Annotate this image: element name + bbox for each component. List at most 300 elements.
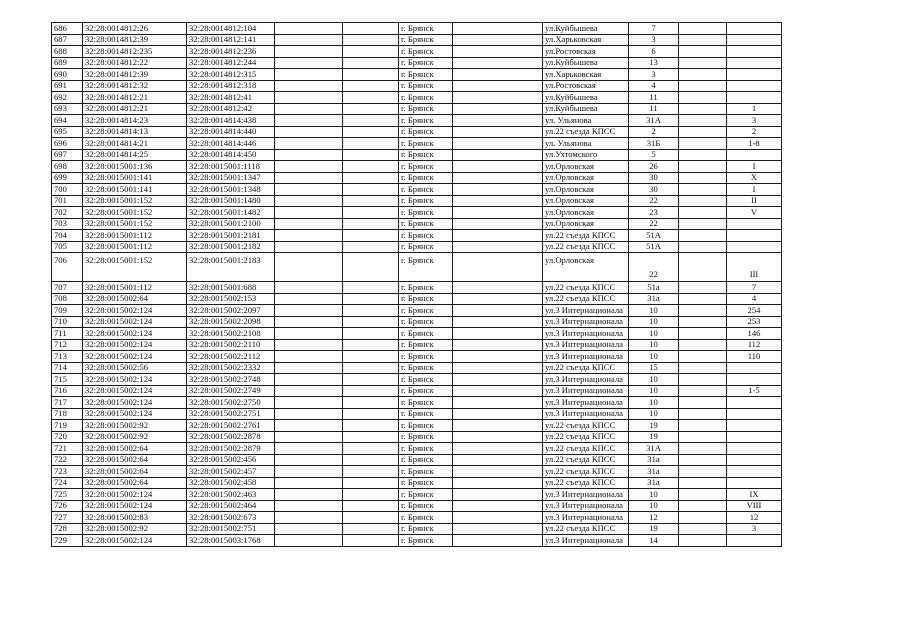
empty-cell bbox=[453, 126, 543, 138]
city-cell: г. Брянск bbox=[399, 282, 453, 294]
cadastral-number: 32:28:0015001:2182 bbox=[187, 241, 275, 253]
empty-cell bbox=[343, 195, 399, 207]
house-number: 3 bbox=[629, 34, 679, 46]
cadastral-block: 32:28:0015002:124 bbox=[83, 374, 187, 386]
cadastral-block: 32:28:0014814:23 bbox=[83, 115, 187, 127]
empty-cell bbox=[275, 282, 343, 294]
empty-cell bbox=[679, 23, 727, 35]
empty-cell bbox=[343, 149, 399, 161]
city-cell: г. Брянск bbox=[399, 305, 453, 317]
cadastral-number: 32:28:0015002:2750 bbox=[187, 397, 275, 409]
empty-cell bbox=[343, 126, 399, 138]
table-row bbox=[52, 535, 782, 547]
row-number: 692 bbox=[52, 92, 83, 104]
empty-cell bbox=[343, 253, 399, 282]
empty-cell bbox=[343, 454, 399, 466]
premises-number: V bbox=[727, 207, 782, 219]
cadastral-block: 32:28:0015002:56 bbox=[83, 362, 187, 374]
empty-cell bbox=[343, 23, 399, 35]
empty-cell bbox=[679, 316, 727, 328]
empty-cell bbox=[679, 195, 727, 207]
empty-cell bbox=[679, 523, 727, 535]
house-number: 19 bbox=[629, 431, 679, 443]
premises-number: IX bbox=[727, 489, 782, 501]
empty-cell bbox=[275, 69, 343, 81]
empty-cell bbox=[679, 241, 727, 253]
cadastral-number: 32:28:0015001:2181 bbox=[187, 230, 275, 242]
cadastral-block: 32:28:0015001:112 bbox=[83, 241, 187, 253]
street-cell: ул. Ульянова bbox=[543, 115, 629, 127]
empty-cell bbox=[275, 149, 343, 161]
cadastral-block: 32:28:0015002:124 bbox=[83, 385, 187, 397]
empty-cell bbox=[343, 523, 399, 535]
row-number: 700 bbox=[52, 184, 83, 196]
row-number: 722 bbox=[52, 454, 83, 466]
empty-cell bbox=[679, 34, 727, 46]
city-cell: г. Брянск bbox=[399, 351, 453, 363]
empty-cell bbox=[275, 218, 343, 230]
premises-number bbox=[727, 443, 782, 455]
empty-cell bbox=[453, 92, 543, 104]
city-cell: г. Брянск bbox=[399, 397, 453, 409]
row-number: 719 bbox=[52, 420, 83, 432]
cadastral-block: 32:28:0014812:39 bbox=[83, 34, 187, 46]
empty-cell bbox=[453, 466, 543, 478]
table-row bbox=[52, 443, 782, 455]
city-cell: г. Брянск bbox=[399, 69, 453, 81]
empty-cell bbox=[453, 195, 543, 207]
empty-cell bbox=[275, 57, 343, 69]
premises-number: 3 bbox=[727, 115, 782, 127]
house-number: 10 bbox=[629, 408, 679, 420]
cadastral-block: 32:28:0015002:92 bbox=[83, 420, 187, 432]
cadastral-number: 32:28:0014812:315 bbox=[187, 69, 275, 81]
row-number: 712 bbox=[52, 339, 83, 351]
empty-cell bbox=[453, 253, 543, 282]
street-cell: ул.22 съезда КПСС bbox=[543, 362, 629, 374]
empty-cell bbox=[343, 207, 399, 219]
table-row bbox=[52, 253, 782, 282]
table-row bbox=[52, 241, 782, 253]
premises-number bbox=[727, 218, 782, 230]
row-number: 699 bbox=[52, 172, 83, 184]
empty-cell bbox=[453, 207, 543, 219]
empty-cell bbox=[679, 103, 727, 115]
house-number: 31а bbox=[629, 477, 679, 489]
city-cell: г. Брянск bbox=[399, 115, 453, 127]
house-number: 51а bbox=[629, 282, 679, 294]
street-cell: ул.22 съезда КПСС bbox=[543, 443, 629, 455]
table-row bbox=[52, 80, 782, 92]
cadastral-block: 32:28:0015002:124 bbox=[83, 397, 187, 409]
row-number: 694 bbox=[52, 115, 83, 127]
house-number: 19 bbox=[629, 523, 679, 535]
city-cell: г. Брянск bbox=[399, 443, 453, 455]
street-cell: ул.22 съезда КПСС bbox=[543, 230, 629, 242]
empty-cell bbox=[679, 92, 727, 104]
cadastral-block: 32:28:0015001:152 bbox=[83, 253, 187, 282]
empty-cell bbox=[679, 282, 727, 294]
house-number: 31А bbox=[629, 443, 679, 455]
empty-cell bbox=[343, 339, 399, 351]
cadastral-number: 32:28:0015002:2112 bbox=[187, 351, 275, 363]
premises-number bbox=[727, 466, 782, 478]
empty-cell bbox=[679, 431, 727, 443]
premises-number: II bbox=[727, 195, 782, 207]
empty-cell bbox=[679, 115, 727, 127]
table-row bbox=[52, 103, 782, 115]
cadastral-block: 32:28:0015001:141 bbox=[83, 172, 187, 184]
empty-cell bbox=[275, 362, 343, 374]
premises-number: 1 bbox=[727, 103, 782, 115]
city-cell: г. Брянск bbox=[399, 454, 453, 466]
table-row bbox=[52, 339, 782, 351]
empty-cell bbox=[275, 305, 343, 317]
empty-cell bbox=[453, 385, 543, 397]
premises-number bbox=[727, 241, 782, 253]
street-cell: ул.3 Интернационала bbox=[543, 408, 629, 420]
premises-number bbox=[727, 80, 782, 92]
city-cell: г. Брянск bbox=[399, 23, 453, 35]
row-number: 711 bbox=[52, 328, 83, 340]
table-row bbox=[52, 362, 782, 374]
table-row bbox=[52, 523, 782, 535]
cadastral-number: 32:28:0015002:153 bbox=[187, 293, 275, 305]
empty-cell bbox=[343, 241, 399, 253]
premises-number: VIII bbox=[727, 500, 782, 512]
city-cell: г. Брянск bbox=[399, 362, 453, 374]
premises-number bbox=[727, 92, 782, 104]
street-cell: ул.3 Интернационала bbox=[543, 339, 629, 351]
empty-cell bbox=[275, 184, 343, 196]
row-number: 720 bbox=[52, 431, 83, 443]
empty-cell bbox=[679, 443, 727, 455]
house-number: 51А bbox=[629, 241, 679, 253]
house-number: 31а bbox=[629, 293, 679, 305]
table-row bbox=[52, 431, 782, 443]
premises-number bbox=[727, 149, 782, 161]
cadastral-block: 32:28:0015002:124 bbox=[83, 328, 187, 340]
empty-cell bbox=[343, 374, 399, 386]
house-number: 30 bbox=[629, 172, 679, 184]
street-cell: ул.Орловская bbox=[543, 184, 629, 196]
premises-number: 4 bbox=[727, 293, 782, 305]
cadastral-block: 32:28:0015002:64 bbox=[83, 443, 187, 455]
empty-cell bbox=[453, 46, 543, 58]
table-row bbox=[52, 92, 782, 104]
street-cell: ул.Харьковская bbox=[543, 69, 629, 81]
table-row bbox=[52, 172, 782, 184]
empty-cell bbox=[343, 115, 399, 127]
city-cell: г. Брянск bbox=[399, 385, 453, 397]
table-row bbox=[52, 184, 782, 196]
premises-number: 146 bbox=[727, 328, 782, 340]
table-row bbox=[52, 420, 782, 432]
cadastral-block: 32:28:0015002:124 bbox=[83, 500, 187, 512]
street-cell: ул.3 Интернационала bbox=[543, 500, 629, 512]
cadastral-number: 32:28:0014814:440 bbox=[187, 126, 275, 138]
street-cell: ул.22 съезда КПСС bbox=[543, 282, 629, 294]
premises-number: 254 bbox=[727, 305, 782, 317]
empty-cell bbox=[343, 466, 399, 478]
cadastral-number: 32:28:0015002:457 bbox=[187, 466, 275, 478]
house-number: 2 bbox=[629, 126, 679, 138]
cadastral-block: 32:28:0014812:22 bbox=[83, 57, 187, 69]
cadastral-block: 32:28:0015002:64 bbox=[83, 454, 187, 466]
empty-cell bbox=[275, 512, 343, 524]
empty-cell bbox=[275, 115, 343, 127]
row-number: 697 bbox=[52, 149, 83, 161]
cadastral-block: 32:28:0015002:92 bbox=[83, 431, 187, 443]
empty-cell bbox=[343, 362, 399, 374]
premises-number bbox=[727, 57, 782, 69]
empty-cell bbox=[343, 351, 399, 363]
empty-cell bbox=[679, 477, 727, 489]
house-number: 10 bbox=[629, 316, 679, 328]
premises-number: I bbox=[727, 184, 782, 196]
empty-cell bbox=[275, 328, 343, 340]
row-number: 688 bbox=[52, 46, 83, 58]
empty-cell bbox=[453, 218, 543, 230]
empty-cell bbox=[679, 305, 727, 317]
empty-cell bbox=[453, 374, 543, 386]
table-row bbox=[52, 397, 782, 409]
row-number: 716 bbox=[52, 385, 83, 397]
empty-cell bbox=[343, 80, 399, 92]
empty-cell bbox=[679, 385, 727, 397]
city-cell: г. Брянск bbox=[399, 500, 453, 512]
empty-cell bbox=[343, 477, 399, 489]
empty-cell bbox=[275, 207, 343, 219]
premises-number: X bbox=[727, 172, 782, 184]
street-cell: ул.3 Интернационала bbox=[543, 535, 629, 547]
premises-number bbox=[727, 23, 782, 35]
empty-cell bbox=[275, 195, 343, 207]
empty-cell bbox=[679, 339, 727, 351]
empty-cell bbox=[275, 46, 343, 58]
table-row bbox=[52, 46, 782, 58]
premises-number: 253 bbox=[727, 316, 782, 328]
row-number: 714 bbox=[52, 362, 83, 374]
city-cell: г. Брянск bbox=[399, 241, 453, 253]
cadastral-number: 32:28:0015002:2879 bbox=[187, 443, 275, 455]
table-row bbox=[52, 23, 782, 35]
row-number: 701 bbox=[52, 195, 83, 207]
table-row bbox=[52, 218, 782, 230]
empty-cell bbox=[275, 535, 343, 547]
table-row bbox=[52, 34, 782, 46]
empty-cell bbox=[453, 477, 543, 489]
street-cell: ул.3 Интернационала bbox=[543, 397, 629, 409]
empty-cell bbox=[343, 57, 399, 69]
empty-cell bbox=[343, 512, 399, 524]
row-number: 698 bbox=[52, 161, 83, 173]
street-cell: ул.22 съезда КПСС bbox=[543, 454, 629, 466]
cadastral-number: 32:28:0015001:688 bbox=[187, 282, 275, 294]
row-number: 727 bbox=[52, 512, 83, 524]
city-cell: г. Брянск bbox=[399, 195, 453, 207]
empty-cell bbox=[453, 161, 543, 173]
empty-cell bbox=[679, 253, 727, 282]
city-cell: г. Брянск bbox=[399, 477, 453, 489]
house-number: 3 bbox=[629, 69, 679, 81]
row-number: 723 bbox=[52, 466, 83, 478]
cadastral-number: 32:28:0015002:2097 bbox=[187, 305, 275, 317]
cadastral-block: 32:28:0015002:64 bbox=[83, 477, 187, 489]
city-cell: г. Брянск bbox=[399, 466, 453, 478]
empty-cell bbox=[275, 126, 343, 138]
empty-cell bbox=[679, 207, 727, 219]
cadastral-block: 32:28:0015001:152 bbox=[83, 218, 187, 230]
street-cell: ул.Орловская bbox=[543, 172, 629, 184]
row-number: 707 bbox=[52, 282, 83, 294]
table-row bbox=[52, 149, 782, 161]
cadastral-block: 32:28:0015002:64 bbox=[83, 466, 187, 478]
cadastral-block: 32:28:0015002:124 bbox=[83, 408, 187, 420]
empty-cell bbox=[453, 489, 543, 501]
cadastral-number: 32:28:0015002:458 bbox=[187, 477, 275, 489]
cadastral-block: 32:28:0015001:112 bbox=[83, 230, 187, 242]
empty-cell bbox=[343, 431, 399, 443]
cadastral-number: 32:28:0015002:673 bbox=[187, 512, 275, 524]
empty-cell bbox=[453, 305, 543, 317]
row-number: 687 bbox=[52, 34, 83, 46]
empty-cell bbox=[453, 362, 543, 374]
city-cell: г. Брянск bbox=[399, 57, 453, 69]
cadastral-block: 32:28:0015002:92 bbox=[83, 523, 187, 535]
premises-number: 2 bbox=[727, 126, 782, 138]
premises-number bbox=[727, 397, 782, 409]
cadastral-number: 32:28:0015001:1482 bbox=[187, 207, 275, 219]
cadastral-block: 32:28:0015001:141 bbox=[83, 184, 187, 196]
empty-cell bbox=[453, 454, 543, 466]
street-cell: ул.Ростовская bbox=[543, 46, 629, 58]
city-cell: г. Брянск bbox=[399, 103, 453, 115]
city-cell: г. Брянск bbox=[399, 328, 453, 340]
table-row bbox=[52, 374, 782, 386]
cadastral-block: 32:28:0014812:21 bbox=[83, 92, 187, 104]
table-row bbox=[52, 351, 782, 363]
cadastral-number: 32:28:0014812:236 bbox=[187, 46, 275, 58]
empty-cell bbox=[275, 138, 343, 150]
row-number: 728 bbox=[52, 523, 83, 535]
street-cell: ул.Орловская bbox=[543, 218, 629, 230]
empty-cell bbox=[679, 218, 727, 230]
city-cell: г. Брянск bbox=[399, 316, 453, 328]
row-number: 695 bbox=[52, 126, 83, 138]
empty-cell bbox=[343, 230, 399, 242]
empty-cell bbox=[453, 115, 543, 127]
empty-cell bbox=[275, 316, 343, 328]
house-number: 31А bbox=[629, 115, 679, 127]
street-cell: ул.3 Интернационала bbox=[543, 374, 629, 386]
empty-cell bbox=[453, 397, 543, 409]
house-number: 10 bbox=[629, 500, 679, 512]
house-number: 4 bbox=[629, 80, 679, 92]
empty-cell bbox=[453, 149, 543, 161]
cadastral-number: 32:28:0015002:2751 bbox=[187, 408, 275, 420]
table-row bbox=[52, 328, 782, 340]
house-number: 10 bbox=[629, 305, 679, 317]
street-cell: ул.22 съезда КПСС bbox=[543, 431, 629, 443]
city-cell: г. Брянск bbox=[399, 172, 453, 184]
empty-cell bbox=[275, 431, 343, 443]
empty-cell bbox=[275, 23, 343, 35]
house-number: 22 bbox=[629, 218, 679, 230]
cadastral-number: 32:28:0015001:1348 bbox=[187, 184, 275, 196]
empty-cell bbox=[343, 397, 399, 409]
empty-cell bbox=[453, 34, 543, 46]
empty-cell bbox=[453, 443, 543, 455]
premises-number: 1-8 bbox=[727, 138, 782, 150]
empty-cell bbox=[343, 172, 399, 184]
street-cell: ул.Куйбышева bbox=[543, 92, 629, 104]
table-row bbox=[52, 477, 782, 489]
table-row bbox=[52, 138, 782, 150]
row-number: 724 bbox=[52, 477, 83, 489]
empty-cell bbox=[453, 316, 543, 328]
cadastral-block: 32:28:0015002:124 bbox=[83, 305, 187, 317]
house-number: 6 bbox=[629, 46, 679, 58]
register-rows bbox=[52, 23, 782, 547]
empty-cell bbox=[453, 103, 543, 115]
empty-cell bbox=[343, 46, 399, 58]
street-cell: ул.22 съезда КПСС bbox=[543, 420, 629, 432]
empty-cell bbox=[343, 316, 399, 328]
cadastral-number: 32:28:0015002:464 bbox=[187, 500, 275, 512]
house-number: 11 bbox=[629, 103, 679, 115]
premises-number bbox=[727, 454, 782, 466]
row-number: 689 bbox=[52, 57, 83, 69]
empty-cell bbox=[453, 523, 543, 535]
city-cell: г. Брянск bbox=[399, 138, 453, 150]
empty-cell bbox=[343, 328, 399, 340]
empty-cell bbox=[343, 138, 399, 150]
street-cell: ул.3 Интернационала bbox=[543, 385, 629, 397]
street-cell: ул. Ульянова bbox=[543, 138, 629, 150]
city-cell: г. Брянск bbox=[399, 46, 453, 58]
empty-cell bbox=[343, 184, 399, 196]
cadastral-block: 32:28:0015002:124 bbox=[83, 351, 187, 363]
empty-cell bbox=[275, 80, 343, 92]
empty-cell bbox=[679, 126, 727, 138]
empty-cell bbox=[275, 161, 343, 173]
premises-number: 3 bbox=[727, 523, 782, 535]
empty-cell bbox=[343, 218, 399, 230]
city-cell: г. Брянск bbox=[399, 207, 453, 219]
table-row bbox=[52, 305, 782, 317]
empty-cell bbox=[275, 523, 343, 535]
cadastral-block: 32:28:0015001:112 bbox=[83, 282, 187, 294]
city-cell: г. Брянск bbox=[399, 512, 453, 524]
empty-cell bbox=[343, 69, 399, 81]
row-number: 717 bbox=[52, 397, 83, 409]
empty-cell bbox=[453, 328, 543, 340]
cadastral-block: 32:28:0015001:152 bbox=[83, 195, 187, 207]
cadastral-block: 32:28:0015002:83 bbox=[83, 512, 187, 524]
empty-cell bbox=[679, 489, 727, 501]
cadastral-number: 32:28:0014814:450 bbox=[187, 149, 275, 161]
table-row bbox=[52, 385, 782, 397]
house-number: 12 bbox=[629, 512, 679, 524]
empty-cell bbox=[453, 80, 543, 92]
empty-cell bbox=[453, 23, 543, 35]
premises-number bbox=[727, 362, 782, 374]
premises-number: 1-5 bbox=[727, 385, 782, 397]
empty-cell bbox=[453, 351, 543, 363]
cadastral-number: 32:28:0015002:456 bbox=[187, 454, 275, 466]
row-number: 710 bbox=[52, 316, 83, 328]
